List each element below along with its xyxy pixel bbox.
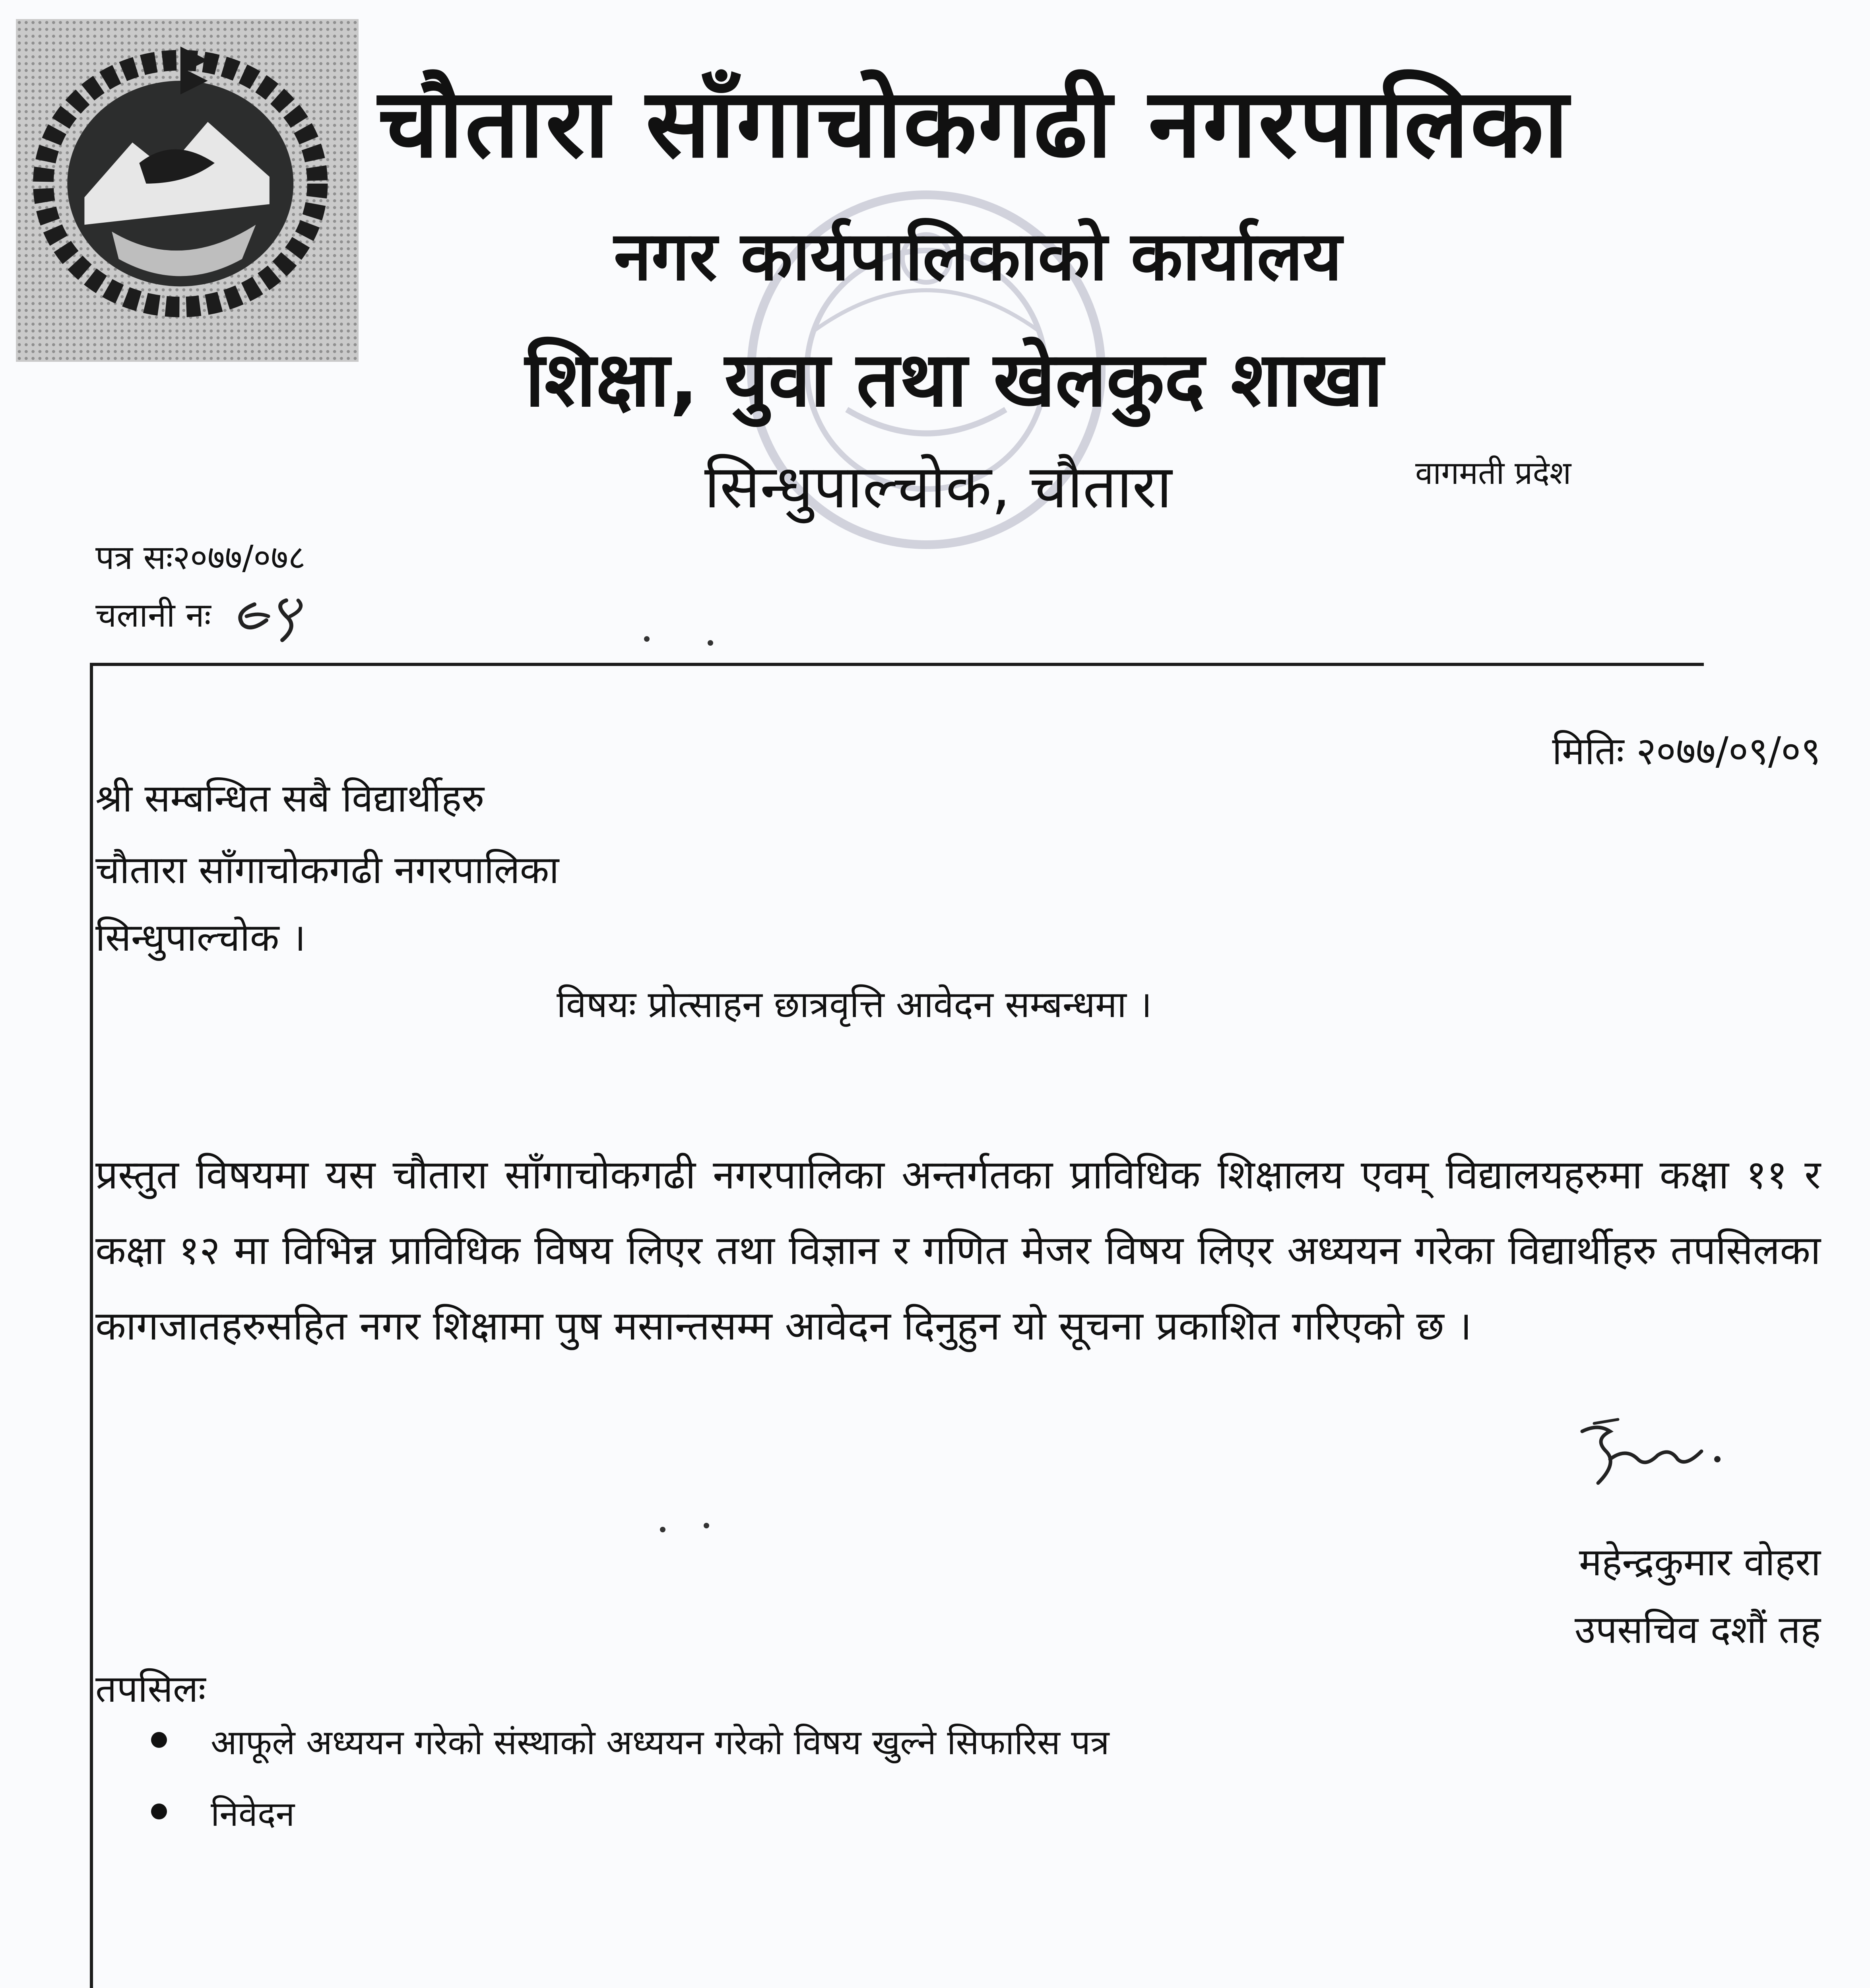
- letter-number: पत्र सः२०७७/०७८: [95, 538, 306, 577]
- list-item: [143, 1794, 1256, 1869]
- scan-speck: [660, 1527, 665, 1532]
- office-location: सिन्धुपाल्चोक, चौतारा: [704, 452, 1172, 522]
- annex-list: [143, 1723, 1256, 1869]
- office-name: नगर कार्यपालिकाको कार्यालय: [614, 217, 1342, 296]
- letter-subject: विषयः प्रोत्साहन छात्रवृत्ति आवेदन सम्बन्धमा ।: [557, 983, 1152, 1026]
- municipality-title: चौतारा साँगाचोकगढी नगरपालिका: [378, 68, 1570, 179]
- left-margin-line: [90, 663, 93, 1988]
- recipient-line-3: सिन्धुपाल्चोक ।: [95, 915, 306, 960]
- header-divider: [90, 663, 1704, 666]
- signatory-name: महेन्द्रकुमार वोहरा: [1579, 1540, 1821, 1584]
- signatory-post: उपसचिव दशौं तह: [1574, 1607, 1821, 1652]
- list-item: [143, 1723, 1256, 1797]
- scan-speck: [704, 1523, 709, 1528]
- nepal-government-emblem-icon: [16, 19, 359, 362]
- annex-title: तपसिलः: [95, 1668, 206, 1711]
- dispatch-number-label: चलानी नः: [95, 596, 211, 635]
- province-name: वागमती प्रदेश: [1415, 454, 1571, 491]
- annex-item-text: आफूले अध्ययन गरेको संस्थाको अध्ययन गरेको विषय खुल्ने सिफारिस पत्र: [211, 1723, 1110, 1763]
- bullet-icon: [151, 1732, 167, 1748]
- recipient-line-1: श्री सम्बन्धित सबै विद्यार्थीहरु: [95, 776, 485, 821]
- recipient-line-2: चौतारा साँगाचोकगढी नगरपालिका: [95, 848, 559, 892]
- handwritten-signature: [1550, 1415, 1773, 1523]
- annex-item-text: निवेदन: [211, 1794, 295, 1834]
- bullet-icon: [151, 1804, 167, 1819]
- branch-name: शिक्षा, युवा तथा खेलकुद शाखा: [525, 336, 1383, 423]
- scan-speck: [644, 636, 650, 642]
- letter-date: मितिः २०७७/०९/०९: [1552, 729, 1821, 773]
- letter-body: प्रस्तुत विषयमा यस चौतारा साँगाचोकगढी नगरपालिका अन्तर्गतका प्राविधिक शिक्षालय एवम् विद्यालयहरुमा कक्षा ११ र कक्षा १२ मा विभिन्न प्राविधिक विषय लिएर तथा विज्ञान र गणित मेजर विषय लिएर अध्ययन गरेका विद्यार्थीहरु तपसिलका कागजातहरुसहित नगर शिक्षामा पुष मसान्तसम्म आवेदन दिनुहुन यो सूचना प्रकाशित गरिएको छ ।: [95, 1151, 1821, 1349]
- scan-speck: [708, 640, 713, 646]
- handwritten-dispatch-number: [231, 588, 334, 648]
